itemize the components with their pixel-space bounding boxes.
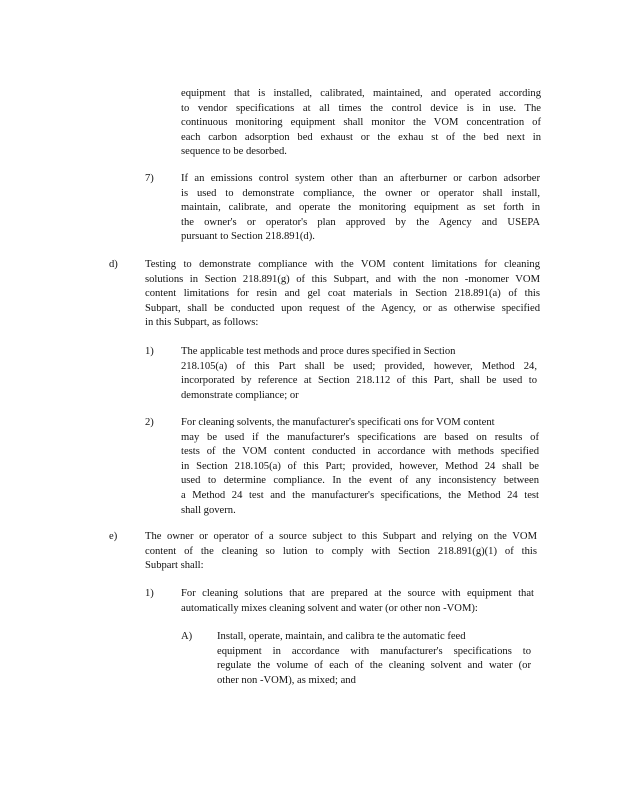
text-line: equipment in accordance with manufacturer's specifications to <box>217 645 531 657</box>
item-e1A-paragraph <box>217 630 531 688</box>
text-line: regulate the volume of each of the cleaning solvent and water (or <box>217 660 531 672</box>
text-line: tests of the VOM content conducted in accordance with methods specified <box>181 446 539 458</box>
text-line: in this Subpart, as follows: <box>145 317 259 329</box>
text-line: shall govern. <box>181 504 236 516</box>
text-line: in Section 218.105(a) of this Part; provided, however, Method 24 shall be <box>181 460 539 472</box>
text-line: sequence to be desorbed. <box>181 146 287 158</box>
item-marker: d) <box>109 259 118 270</box>
text-line: Install, operate, maintain, and calibra te the automatic feed <box>217 631 466 642</box>
item-marker: 2) <box>145 417 154 428</box>
item-d-paragraph <box>145 258 540 331</box>
text-line: The applicable test methods and proce dures specified in Section <box>181 346 456 357</box>
item-marker: e) <box>109 531 118 542</box>
text-line: maintain, calibrate, and operate the monitoring equipment as set forth in <box>181 202 540 214</box>
text-line: may be used if the manufacturer's specifications are based on results of <box>181 431 539 443</box>
text-line: continuous monitoring equipment shall monitor the VOM concentration of <box>181 117 541 129</box>
text-line: automatically mixes cleaning solvent and water (or other non -VOM): <box>181 602 478 614</box>
text-line: other non -VOM), as mixed; and <box>217 674 356 686</box>
item-e-paragraph <box>145 530 537 574</box>
text-line: Subpart shall: <box>145 560 204 572</box>
item-e1-paragraph <box>181 587 534 616</box>
text-line: The owner or operator of a source subject to this Subpart and relying on the VOM <box>145 531 537 542</box>
text-line: each carbon adsorption bed exhaust or the exhau st of the bed next in <box>181 131 541 143</box>
text-line: If an emissions control system other than an afterburner or carbon adsorber <box>181 173 540 184</box>
text-line: content limitations for resin and gel coat materials in Section 218.891(a) of this <box>145 288 540 300</box>
text-line: solutions in Section 218.891(g) of this Subpart, and with the non -monomer VOM <box>145 273 540 285</box>
item-marker: 7) <box>145 173 154 184</box>
text-line: Testing to demonstrate compliance with the VOM content limitations for cleaning <box>145 259 540 270</box>
item-7-paragraph <box>181 172 540 245</box>
text-line: Subpart, shall be conducted upon request of the Agency, or as otherwise specified <box>145 302 540 314</box>
text-line: For cleaning solvents, the manufacturer's specificati ons for VOM content <box>181 417 495 428</box>
text-line: is used to demonstrate compliance, the owner or operator shall install, <box>181 187 540 199</box>
text-line: a Method 24 test and the manufacturer's specifications, the Method 24 test <box>181 489 539 501</box>
text-line: equipment that is installed, calibrated, maintained, and operated according <box>181 88 541 99</box>
text-line: to vendor specifications at all times the control device is in use. The <box>181 102 541 114</box>
item-d1-paragraph <box>181 345 537 403</box>
continued-paragraph <box>181 87 541 160</box>
text-line: used to determine compliance. In the event of any inconsistency between <box>181 475 539 487</box>
item-d2-paragraph <box>181 416 539 518</box>
text-line: incorporated by reference at Section 218.112 of this Part, shall be used to <box>181 375 537 387</box>
text-line: demonstrate compliance; or <box>181 389 299 401</box>
item-marker: 1) <box>145 588 154 599</box>
item-marker: 1) <box>145 346 154 357</box>
text-line: 218.105(a) of this Part shall be used; provided, however, Method 24, <box>181 360 537 372</box>
text-line: content of the cleaning so lution to comply with Section 218.891(g)(1) of this <box>145 545 537 557</box>
item-marker: A) <box>181 631 193 642</box>
text-line: For cleaning solutions that are prepared at the source with equipment that <box>181 588 534 599</box>
text-line: the owner's or operator's plan approved by the Agency and USEPA <box>181 216 540 228</box>
text-line: pursuant to Section 218.891(d). <box>181 231 315 243</box>
